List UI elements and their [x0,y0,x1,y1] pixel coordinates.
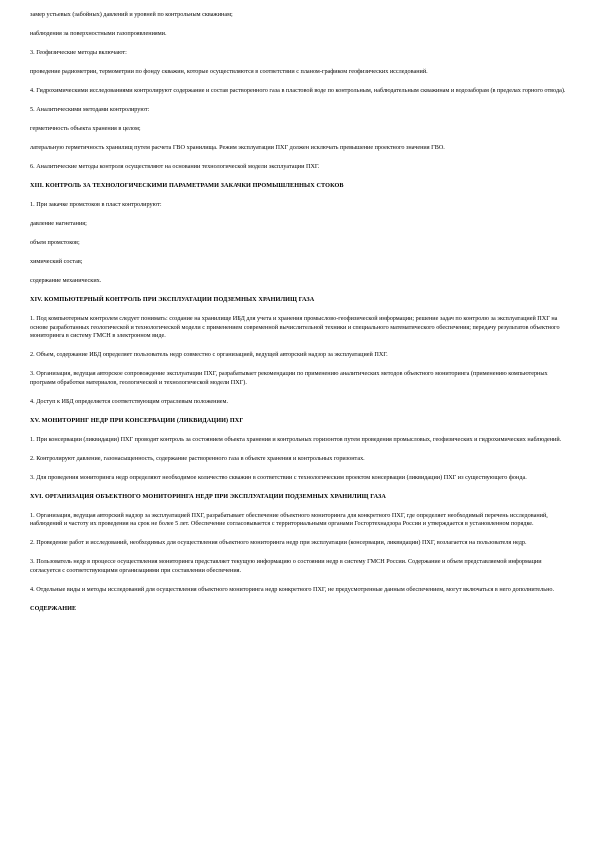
paragraph: 3. Организация, ведущая авторское сопровождение эксплуатации ПХГ, разрабатывает рекомендации по применению аналитических методов объектного мониторинга (применению компьютерных программ обработки материалов, геологической и технологической модели ПХГ). [30,370,548,386]
paragraph: проведение радиометрии, термометрии по фонду скважин, которые осуществляются в соответствии с планом-графиком геофизических исследований. [30,68,428,75]
paragraph: химический состав; [30,258,83,265]
paragraph: объем промстоков; [30,239,80,246]
paragraph: латеральную герметичность хранилищ путем расчета ГВО хранилища. Режим эксплуатации ПХГ должен исключать превышение проектного значения ГВО. [30,144,445,151]
paragraph: 2. Объем, содержание ИБД определяет пользователь недр совместно с организацией, ведущей авторский надзор за эксплуатацией ПХГ. [30,351,388,358]
paragraph: 4. Гидрохимическими исследованиями контролируют содержание и состав растворенного газа в пластовой воде по контрольным, наблюдательным скважинам и водозаборам (в пределах горного отвода). [30,87,566,94]
paragraph: 3. Геофизические методы включают: [30,49,127,56]
paragraph: 5. Аналитическими методами контролируют: [30,106,150,113]
section-heading: XV. МОНИТОРИНГ НЕДР ПРИ КОНСЕРВАЦИИ (ЛИКВИДАЦИИ) ПХГ [30,416,244,424]
paragraph: 4. Отдельные виды и методы исследований для осуществления объектного мониторинга недр конкретного ПХГ, не предусмотренные данным обеспечением, могут включаться в него дополнительно. [30,585,555,593]
section-heading: XIII. КОНТРОЛЬ ЗА ТЕХНОЛОГИЧЕСКИМИ ПАРАМЕТРАМИ ЗАКАЧКИ ПРОМЫШЛЕННЫХ СТОКОВ [30,182,344,189]
document-body [30,11,571,613]
paragraph: герметичность объекта хранения в целом; [30,125,141,132]
paragraph: замер устьевых (забойных) давлений и уровней по контрольным скважинам; [30,11,233,18]
paragraph: 1. При закачке промстоков в пласт контролируют: [30,201,162,208]
paragraph: 3. Для проведения мониторинга недр определяют необходимое количество скважин в соответствии с технологическим проектом консервации (ликвидации) ПХГ из существующего фонда. [30,473,527,481]
section-heading: XVI. ОРГАНИЗАЦИЯ ОБЪЕКТНОГО МОНИТОРИНГА НЕДР ПРИ ЭКСПЛУАТАЦИИ ПОДЗЕМНЫХ ХРАНИЛИЩ ГАЗА [30,492,386,500]
paragraph: 6. Аналитические методы контроля осуществляют на основании технологической модели эксплуатации ПХГ. [30,163,320,170]
paragraph: 1. При консервации (ликвидации) ПХГ проводят контроль за состоянием объекта хранения и контрольных горизонтов путем проведения промысловых, геофизических и гидрохимических наблюдений. [30,435,562,443]
paragraph: 2. Контролируют давление, газонасыщенность, содержание растворенного газа в объекте хранения и контрольных горизонтах. [30,454,365,462]
paragraph: 1. Под компьютерным контролем следует понимать: создание на хранилище ИБД для учета и хранения промыслово-геофизической информации; решение задач по контролю за эксплуатацией ПХГ на основе разработанных геологической и технологической модели с применением современной вычислительной техники и специального математического обеспечения; передачу результатов объектного мониторинга в систему ГМСН в электронном виде. [30,315,560,339]
section-heading: XIV. КОМПЬЮТЕРНЫЙ КОНТРОЛЬ ПРИ ЭКСПЛУАТАЦИИ ПОДЗЕМНЫХ ХРАНИЛИЩ ГАЗА [30,296,315,303]
paragraph: 3. Пользователь недр в процессе осуществления мониторинга представляет текущую информацию о состоянии недр в систему ГМСН России. Содержание и объем представляемой информации согласуется с соответствующими организациями при составлении обеспечения. [30,558,542,574]
paragraph: 4. Доступ к ИБД определяется соответствующим отраслевым положением. [30,397,228,405]
paragraph: 2. Проведение работ и исследований, необходимых для осуществления объектного мониторинга недр при эксплуатации (консервации, ликвидации) ПХГ, возлагается на пользователя недр. [30,539,527,546]
paragraph: 1. Организация, ведущая авторский надзор за эксплуатацией ПХГ, разрабатывает обеспечение объектного мониторинга для конкретного ПХГ, где определяет необходимый перечень исследований, наблюдений и частоту их проведения на срок не более 5 лет. Обеспечение согласовывается с территориальными органами Госгортехнадзора России и утверждается в установленном порядке. [30,511,548,527]
section-heading: СОДЕРЖАНИЕ [30,604,77,612]
paragraph: содержание механических. [30,277,102,284]
paragraph: наблюдения за поверхностными газопроявлениями. [30,30,167,37]
paragraph: давление нагнетания; [30,220,87,227]
